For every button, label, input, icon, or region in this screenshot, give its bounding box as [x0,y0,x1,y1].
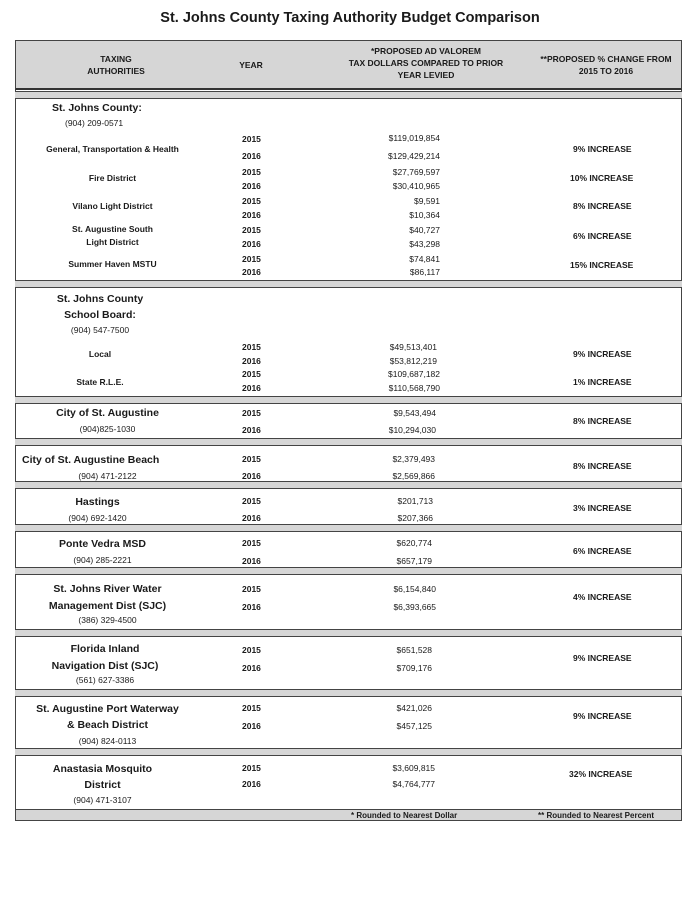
header-col3-line3: YEAR LEVIED [397,70,455,80]
authority-name: City of St. Augustine Beach [22,454,160,466]
year-2015: 2015 [242,703,261,713]
percent-change: 32% INCREASE [569,769,633,779]
row-label-line1: St. Augustine South [72,224,153,234]
table-header [15,40,682,90]
year-2016: 2016 [242,181,261,191]
value-2015: $9,591 [414,196,440,206]
year-2015: 2015 [242,134,261,144]
separator-bar [15,524,682,532]
separator-bar [15,280,682,288]
year-2015: 2015 [242,225,261,235]
authority-name: Hastings [75,496,120,508]
authority-phone: (904)825-1030 [79,424,136,434]
header-col1-line2: AUTHORITIES [87,66,145,76]
separator-bar [15,481,682,489]
value-2015: $9,543,494 [393,408,436,418]
value-2016: $10,364 [409,210,440,220]
authority-name-line1: St. Augustine Port Waterway [36,703,179,715]
percent-change: 8% INCREASE [573,461,632,471]
header-col3-line1: *PROPOSED AD VALOREM [370,46,482,56]
row-label: Local [88,349,112,359]
separator-bar [15,567,682,575]
footnote-dollar: * Rounded to Nearest Dollar [351,811,458,820]
year-2015: 2015 [242,167,261,177]
year-2016: 2016 [242,779,261,789]
authority-name-line1: Anastasia Mosquito [52,763,153,775]
percent-change: 9% INCREASE [573,711,632,721]
authority-phone: (904) 471-3107 [73,795,132,805]
separator-bar [15,689,682,697]
header-col4-line1: **PROPOSED % CHANGE FROM [540,54,672,64]
year-2016: 2016 [242,239,261,249]
header-col1-line1: TAXING [100,54,132,64]
header-col3-line2: TAX DOLLARS COMPARED TO PRIOR [348,58,504,68]
authority-name-line1: Florida Inland [70,643,140,655]
authority-phone: (561) 627-3386 [75,675,135,685]
value-2015: $119,019,854 [388,133,440,143]
year-2016: 2016 [242,556,261,566]
value-2016: $10,294,030 [388,425,436,435]
value-2015: $109,687,182 [388,369,440,379]
year-2015: 2015 [242,584,261,594]
separator-bar [15,629,682,637]
percent-change: 4% INCREASE [573,592,632,602]
authority-name: Ponte Vedra MSD [59,538,146,550]
year-2015: 2015 [242,763,261,773]
year-2015: 2015 [242,342,261,352]
separator-bar [15,438,682,446]
percent-change: 9% INCREASE [573,144,632,154]
value-2016: $53,812,219 [389,356,437,366]
authority-phone: (904) 471-2122 [78,471,137,481]
value-2016: $86,117 [409,267,440,277]
value-2016: $657,179 [396,556,432,566]
value-2016: $457,125 [396,721,432,731]
percent-change: 10% INCREASE [570,173,634,183]
year-2015: 2015 [242,454,261,464]
year-2016: 2016 [242,721,261,731]
year-2016: 2016 [242,356,261,366]
value-2015: $27,769,597 [392,167,440,177]
separator-bar [15,91,682,99]
separator-bar [15,396,682,404]
header-taxing-authorities [46,53,186,77]
value-2015: $421,026 [396,703,432,713]
percent-change: 6% INCREASE [573,546,632,556]
year-2016: 2016 [242,663,261,673]
year-2016: 2016 [242,151,261,161]
year-2015: 2015 [242,196,261,206]
authority-phone: (386) 329-4500 [78,615,137,625]
year-2015: 2015 [242,538,261,548]
percent-change: 9% INCREASE [573,349,632,359]
authority-phone: (904) 824-0113 [78,736,137,746]
header-col4-line2: 2015 TO 2016 [578,66,634,76]
year-2016: 2016 [242,210,261,220]
value-2016: $6,393,665 [393,602,436,612]
authority-phone: (904) 547-7500 [70,325,130,335]
value-2016: $129,429,214 [388,151,440,161]
document-title: St. Johns County Taxing Authority Budget Comparison [160,10,540,26]
value-2016: $4,764,777 [392,779,435,789]
authority-name-line1: St. Johns River Water [53,583,162,595]
value-2016: $2,569,866 [392,471,435,481]
year-2016: 2016 [242,602,261,612]
authority-name-line1: St. Johns County [56,293,144,305]
value-2016: $30,410,965 [392,181,440,191]
authority-name: St. Johns County: [52,102,142,114]
percent-change: 8% INCREASE [573,416,632,426]
year-2015: 2015 [242,254,261,264]
authority-name-line2: Management Dist (SJC) [48,600,167,612]
value-2016: $709,176 [396,663,432,673]
year-2016: 2016 [242,383,261,393]
authority-name-line2: & Beach District [66,719,149,731]
value-2015: $3,609,815 [392,763,435,773]
authority-name-line2: Navigation Dist (SJC) [51,660,159,672]
value-2015: $49,513,401 [389,342,437,352]
row-label: State R.L.E. [76,377,124,387]
value-2015: $201,713 [397,496,433,506]
value-2016: $207,366 [397,513,433,523]
percent-change: 3% INCREASE [573,503,632,513]
value-2015: $6,154,840 [393,584,436,594]
value-2016: $110,568,790 [388,383,440,393]
percent-change: 6% INCREASE [573,231,632,241]
year-2015: 2015 [242,408,261,418]
value-2015: $40,727 [409,225,440,235]
row-label: Fire District [88,173,137,183]
header-ad-valorem [316,45,536,81]
year-2015: 2015 [242,369,261,379]
authority-phone: (904) 692-1420 [68,513,127,523]
row-label-line2: Light District [86,237,139,247]
value-2015: $620,774 [396,538,432,548]
year-2016: 2016 [242,267,261,277]
authority-name: City of St. Augustine [56,407,159,419]
row-label: Summer Haven MSTU [68,259,157,269]
authority-name-line2: School Board: [64,309,136,321]
authority-phone: (904) 209-0571 [65,118,124,128]
percent-change: 15% INCREASE [570,260,634,270]
header-percent-change [526,53,686,77]
value-2016: $43,298 [409,239,440,249]
percent-change: 9% INCREASE [573,653,632,663]
year-2015: 2015 [242,645,261,655]
table-footer [15,809,682,821]
year-2016: 2016 [242,425,261,435]
value-2015: $74,841 [409,254,440,264]
separator-bar [15,748,682,756]
header-year: YEAR [239,60,263,70]
value-2015: $651,528 [396,645,432,655]
footnote-percent: ** Rounded to Nearest Percent [538,811,655,820]
year-2015: 2015 [242,496,261,506]
year-2016: 2016 [242,471,261,481]
authority-phone: (904) 285-2221 [73,555,132,565]
authority-name-line2: District [84,779,121,791]
percent-change: 1% INCREASE [573,377,632,387]
row-label: General, Transportation & Health [46,144,179,154]
row-label: Vilano Light District [72,201,153,211]
value-2015: $2,379,493 [392,454,435,464]
year-2016: 2016 [242,513,261,523]
percent-change: 8% INCREASE [573,201,632,211]
